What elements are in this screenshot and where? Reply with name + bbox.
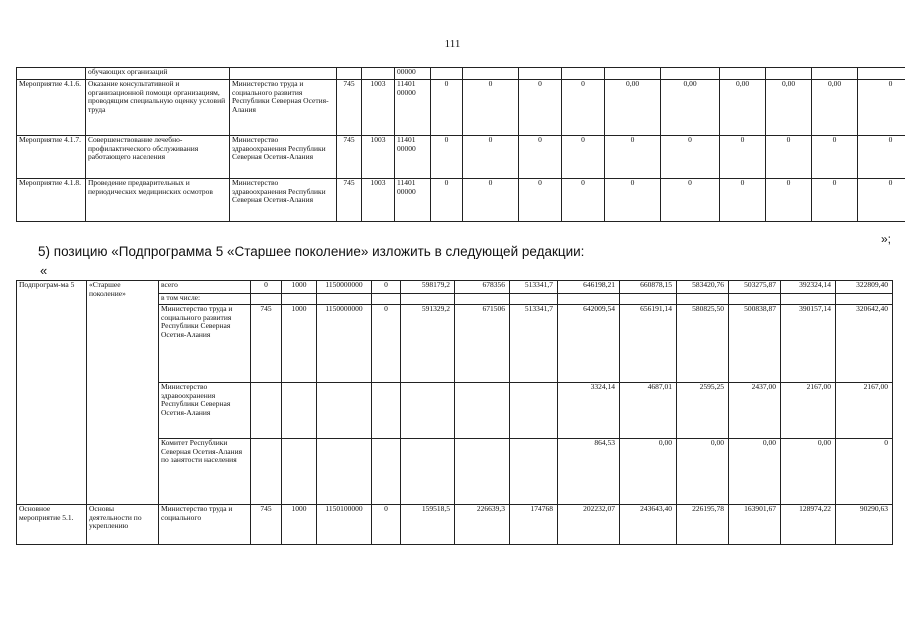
cell-code-csr: 11401 00000 bbox=[395, 80, 431, 136]
cell-executor: Министерство труда и социального bbox=[159, 505, 251, 545]
cell-value bbox=[836, 294, 893, 305]
cell-code-grbs bbox=[251, 383, 282, 439]
cell-value bbox=[812, 68, 858, 80]
cell-value: 163901,67 bbox=[729, 505, 781, 545]
cell-value: 656191,14 bbox=[620, 305, 677, 383]
cell-value bbox=[720, 68, 766, 80]
cell-code-grbs: 745 bbox=[337, 136, 362, 179]
cell-value: 660878,15 bbox=[620, 281, 677, 294]
cell-code-rz: 1003 bbox=[362, 80, 395, 136]
cell-event-name: Основное мероприятие 5.1. bbox=[17, 505, 87, 545]
table-row bbox=[17, 80, 905, 136]
cell-value: 591329,2 bbox=[401, 305, 455, 383]
cell-executor: Министерство труда и социального развития Республики Северная Осетия-Алания bbox=[159, 305, 251, 383]
cell-value: 0 bbox=[812, 136, 858, 179]
cell-value: 2167,00 bbox=[836, 383, 893, 439]
cell-code-grbs bbox=[251, 439, 282, 505]
cell-value: 0,00 bbox=[729, 439, 781, 505]
cell-name: Мероприятие 4.1.7. bbox=[17, 136, 86, 179]
cell-value: 159518,5 bbox=[401, 505, 455, 545]
cell-value: 0 bbox=[661, 179, 720, 222]
cell-value: 0 bbox=[661, 136, 720, 179]
cell-code-grbs bbox=[337, 68, 362, 80]
cell-value: 0 bbox=[463, 80, 519, 136]
table-row bbox=[17, 136, 905, 179]
cell-code-csr: 1150100000 bbox=[317, 505, 372, 545]
cell-value bbox=[620, 294, 677, 305]
cell-code-vr bbox=[372, 439, 401, 505]
cell-value: 0 bbox=[562, 136, 605, 179]
cell-code-rz: 1003 bbox=[362, 136, 395, 179]
cell-name bbox=[17, 68, 86, 80]
cell-value: 0 bbox=[858, 80, 905, 136]
cell-value: 0 bbox=[562, 80, 605, 136]
cell-value: 2167,00 bbox=[781, 383, 836, 439]
cell-value: 598179,2 bbox=[401, 281, 455, 294]
cell-value: 0 bbox=[836, 439, 893, 505]
cell-value bbox=[729, 294, 781, 305]
cell-code-csr bbox=[317, 439, 372, 505]
cell-value: 320642,40 bbox=[836, 305, 893, 383]
cell-value: 500838,87 bbox=[729, 305, 781, 383]
cell-code-rz: 1000 bbox=[282, 505, 317, 545]
cell-code-vr: 0 bbox=[372, 305, 401, 383]
cell-code-rz bbox=[282, 383, 317, 439]
cell-name: Мероприятие 4.1.6. bbox=[17, 80, 86, 136]
cell-value: 642009,54 bbox=[558, 305, 620, 383]
cell-value: 0 bbox=[431, 179, 463, 222]
cell-value: 0 bbox=[431, 136, 463, 179]
cell-value: 503275,87 bbox=[729, 281, 781, 294]
cell-value: 0 bbox=[605, 136, 661, 179]
cell-value: 0,00 bbox=[812, 80, 858, 136]
cell-value: 0 bbox=[519, 179, 562, 222]
cell-value: 128974,22 bbox=[781, 505, 836, 545]
closing-quote: »; bbox=[880, 232, 891, 246]
cell-value bbox=[510, 383, 558, 439]
cell-code-grbs: 0 bbox=[251, 281, 282, 294]
table-subprogram-4-continuation bbox=[16, 67, 905, 222]
cell-description: Проведение предварительных и периодических медицинских осмотров bbox=[86, 179, 230, 222]
cell-executor: в том числе: bbox=[159, 294, 251, 305]
cell-value: 0 bbox=[519, 136, 562, 179]
cell-code-csr: 11401 00000 bbox=[395, 136, 431, 179]
cell-value bbox=[463, 68, 519, 80]
cell-value bbox=[455, 439, 510, 505]
cell-value bbox=[401, 439, 455, 505]
cell-value bbox=[510, 294, 558, 305]
cell-code-csr bbox=[317, 383, 372, 439]
cell-value: 226195,78 bbox=[677, 505, 729, 545]
cell-value: 226639,3 bbox=[455, 505, 510, 545]
cell-value: 2437,00 bbox=[729, 383, 781, 439]
cell-code-csr: 1150000000 bbox=[317, 305, 372, 383]
cell-value: 513341,7 bbox=[510, 305, 558, 383]
cell-value: 174768 bbox=[510, 505, 558, 545]
cell-value: 4687,01 bbox=[620, 383, 677, 439]
cell-value: 0 bbox=[720, 179, 766, 222]
opening-quote: « bbox=[40, 263, 48, 278]
cell-code-grbs: 745 bbox=[337, 80, 362, 136]
cell-value: 0 bbox=[463, 136, 519, 179]
cell-value: 392324,14 bbox=[781, 281, 836, 294]
table-row bbox=[17, 505, 893, 545]
cell-code-vr bbox=[372, 383, 401, 439]
cell-value bbox=[455, 383, 510, 439]
cell-code-rz: 1000 bbox=[282, 281, 317, 294]
cell-executor: Министерство здравоохранения Республики Северная Осетия-Алания bbox=[230, 179, 337, 222]
cell-executor: Министерство здравоохранения Республики Северная Осетия-Алания bbox=[230, 136, 337, 179]
table-row bbox=[17, 179, 905, 222]
page-number: 111 bbox=[444, 38, 461, 50]
table-row bbox=[17, 281, 893, 294]
cell-code-rz bbox=[362, 68, 395, 80]
cell-value: 0 bbox=[605, 179, 661, 222]
cell-value: 322809,40 bbox=[836, 281, 893, 294]
cell-value: 0,00 bbox=[605, 80, 661, 136]
cell-code-grbs: 745 bbox=[337, 179, 362, 222]
cell-value: 0 bbox=[766, 179, 812, 222]
cell-value: 864,53 bbox=[558, 439, 620, 505]
cell-value: 0,00 bbox=[661, 80, 720, 136]
cell-value bbox=[401, 294, 455, 305]
cell-value bbox=[661, 68, 720, 80]
table-subprogram-5 bbox=[16, 280, 893, 545]
cell-value: 243643,40 bbox=[620, 505, 677, 545]
cell-code-grbs bbox=[251, 294, 282, 305]
cell-event-desc: Основы деятельности по укреплению bbox=[87, 505, 159, 545]
cell-executor: Комитет Республики Северная Осетия-Алания по занятости населения bbox=[159, 439, 251, 505]
cell-value: 0,00 bbox=[720, 80, 766, 136]
cell-value: 513341,7 bbox=[510, 281, 558, 294]
cell-value: 0,00 bbox=[677, 439, 729, 505]
cell-value: 671506 bbox=[455, 305, 510, 383]
cell-value: 0 bbox=[858, 179, 905, 222]
cell-value bbox=[781, 294, 836, 305]
table-row bbox=[17, 68, 905, 80]
cell-value bbox=[605, 68, 661, 80]
cell-code-vr: 0 bbox=[372, 505, 401, 545]
cell-executor bbox=[230, 68, 337, 80]
cell-value bbox=[401, 383, 455, 439]
cell-value: 678356 bbox=[455, 281, 510, 294]
cell-value: 0 bbox=[858, 136, 905, 179]
cell-description: Совершенствование лечебно-профилактического обслуживания работающего населения bbox=[86, 136, 230, 179]
cell-code-rz bbox=[282, 439, 317, 505]
cell-code-csr bbox=[317, 294, 372, 305]
cell-code-vr: 0 bbox=[372, 281, 401, 294]
cell-code-rz: 1000 bbox=[282, 305, 317, 383]
cell-value bbox=[510, 439, 558, 505]
cell-executor: Министерство труда и социального развития Республики Северная Осетия-Алания bbox=[230, 80, 337, 136]
cell-description: Оказание консультативной и организационной помощи организациям, проводящим специальную оценку условий труда bbox=[86, 80, 230, 136]
cell-description: обучающих организаций bbox=[86, 68, 230, 80]
cell-value: 0 bbox=[766, 136, 812, 179]
cell-code-csr: 11401 00000 bbox=[395, 179, 431, 222]
cell-value bbox=[766, 68, 812, 80]
cell-executor: всего bbox=[159, 281, 251, 294]
cell-value: 3324,14 bbox=[558, 383, 620, 439]
cell-value: 646198,21 bbox=[558, 281, 620, 294]
cell-name: Мероприятие 4.1.8. bbox=[17, 179, 86, 222]
cell-value: 0 bbox=[519, 80, 562, 136]
cell-code-vr bbox=[372, 294, 401, 305]
amendment-paragraph: 5) позицию «Подпрограмма 5 «Старшее поколение» изложить в следующей редакции: bbox=[38, 244, 585, 259]
cell-value bbox=[858, 68, 905, 80]
cell-value: 0,00 bbox=[620, 439, 677, 505]
cell-value bbox=[562, 68, 605, 80]
cell-code-csr: 1150000000 bbox=[317, 281, 372, 294]
cell-value: 0 bbox=[720, 136, 766, 179]
cell-value bbox=[558, 294, 620, 305]
cell-code-rz bbox=[282, 294, 317, 305]
cell-value: 0 bbox=[562, 179, 605, 222]
cell-value: 0,00 bbox=[781, 439, 836, 505]
cell-value bbox=[677, 294, 729, 305]
cell-value: 0 bbox=[812, 179, 858, 222]
cell-value: 0 bbox=[431, 80, 463, 136]
cell-value bbox=[455, 294, 510, 305]
cell-value: 580825,50 bbox=[677, 305, 729, 383]
cell-value: 90290,63 bbox=[836, 505, 893, 545]
cell-code-csr: 00000 bbox=[395, 68, 431, 80]
cell-value: 390157,14 bbox=[781, 305, 836, 383]
cell-subprogram-desc: «Старшее поколение» bbox=[87, 281, 159, 505]
cell-code-grbs: 745 bbox=[251, 305, 282, 383]
cell-value bbox=[519, 68, 562, 80]
cell-value: 583420,76 bbox=[677, 281, 729, 294]
cell-value: 2595,25 bbox=[677, 383, 729, 439]
cell-value: 0,00 bbox=[766, 80, 812, 136]
cell-executor: Министерство здравоохранения Республики Северная Осетия-Алания bbox=[159, 383, 251, 439]
cell-value: 202232,07 bbox=[558, 505, 620, 545]
cell-code-grbs: 745 bbox=[251, 505, 282, 545]
cell-value bbox=[431, 68, 463, 80]
cell-subprogram-name: Подпрограм-ма 5 bbox=[17, 281, 87, 505]
cell-value: 0 bbox=[463, 179, 519, 222]
cell-code-rz: 1003 bbox=[362, 179, 395, 222]
